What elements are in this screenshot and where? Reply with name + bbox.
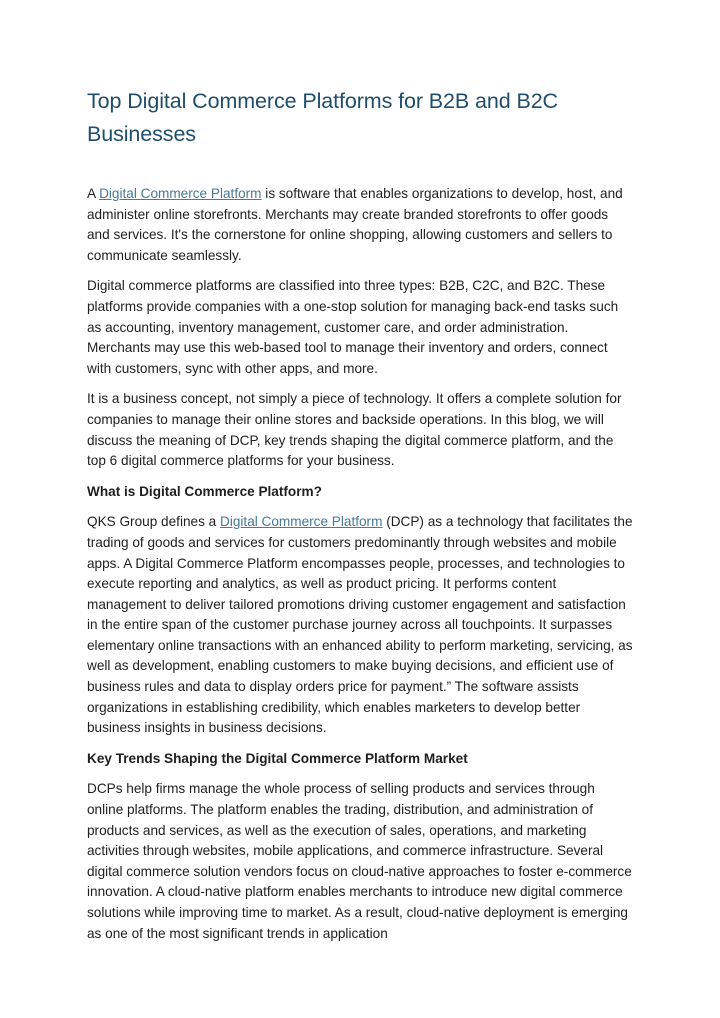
trends-paragraph: DCPs help firms manage the whole process of selling products and services through online platforms. The platform enables the trading, distribution, and administration of products and services, as well as the execution of sales, operations, and marketing activities through websites, mobile applications, and commerce infrastructure. Several digital commerce solution vendors focus on cloud-native approaches to foster e-commerce innovation. A cloud-native platform enables merchants to introduce new digital commerce solutions while improving time to market. As a result, cloud-native deployment is emerging as one of the most significant trends in application bbox=[87, 781, 632, 941]
business-concept-paragraph: It is a business concept, not simply a piece of technology. It offers a complete solution for companies to manage their online stores and backside operations. In this blog, we will discuss the meaning of DCP, key trends shaping the digital commerce platform, and the top 6 digital commerce platforms for your business. bbox=[87, 391, 622, 469]
digital-commerce-platform-link[interactable]: Digital Commerce Platform bbox=[99, 186, 262, 201]
document-page bbox=[87, 85, 633, 954]
intro-text-before: A bbox=[87, 186, 100, 201]
definition-text-after: (DCP) as a technology that facilitates the trading of goods and services for customers predominantly through websites and mobile apps. A Digital Commerce Platform encompasses people, processes, and technologies to execute reporting and analytics, as well as product pricing. It performs content management to deliver tailored promotions driving customer engagement and satisfaction in the entire span of the customer purchase journey across all touchpoints. It surpasses elementary online transactions with an enhanced ability to perform marketing, servicing, as well as development, enabling customers to make buying decisions, and efficient use of business rules and data to display orders price for payment.” The software assists organizations in establishing credibility, which enables marketers to develop better business insights in business decisions. bbox=[87, 514, 633, 736]
classification-paragraph: Digital commerce platforms are classified into three types: B2B, C2C, and B2C. These platforms provide companies with a one-stop solution for managing back-end tasks such as accounting, inventory management, customer care, and order administration. Merchants may use this web-based tool to manage their inventory and orders, connect with customers, sync with other apps, and more. bbox=[87, 278, 619, 376]
section-heading-key-trends: Key Trends Shaping the Digital Commerce Platform Market bbox=[87, 750, 468, 766]
dcp-definition-link[interactable]: Digital Commerce Platform bbox=[220, 514, 383, 530]
document-title: Top Digital Commerce Platforms for B2B and B2C Businesses bbox=[87, 89, 558, 146]
definition-paragraph bbox=[87, 512, 633, 739]
section-heading-what-is-dcp: What is Digital Commerce Platform? bbox=[87, 483, 322, 499]
intro-text-after: is software that enables organizations to develop, host, and administer online storefronts. Merchants may create branded storefronts to offer goods and services. It's the cornerstone for online shopping, allowing customers and sellers to communicate seamlessly. bbox=[87, 186, 623, 263]
definition-text-before: QKS Group defines a bbox=[87, 514, 220, 530]
intro-paragraph bbox=[87, 184, 633, 266]
